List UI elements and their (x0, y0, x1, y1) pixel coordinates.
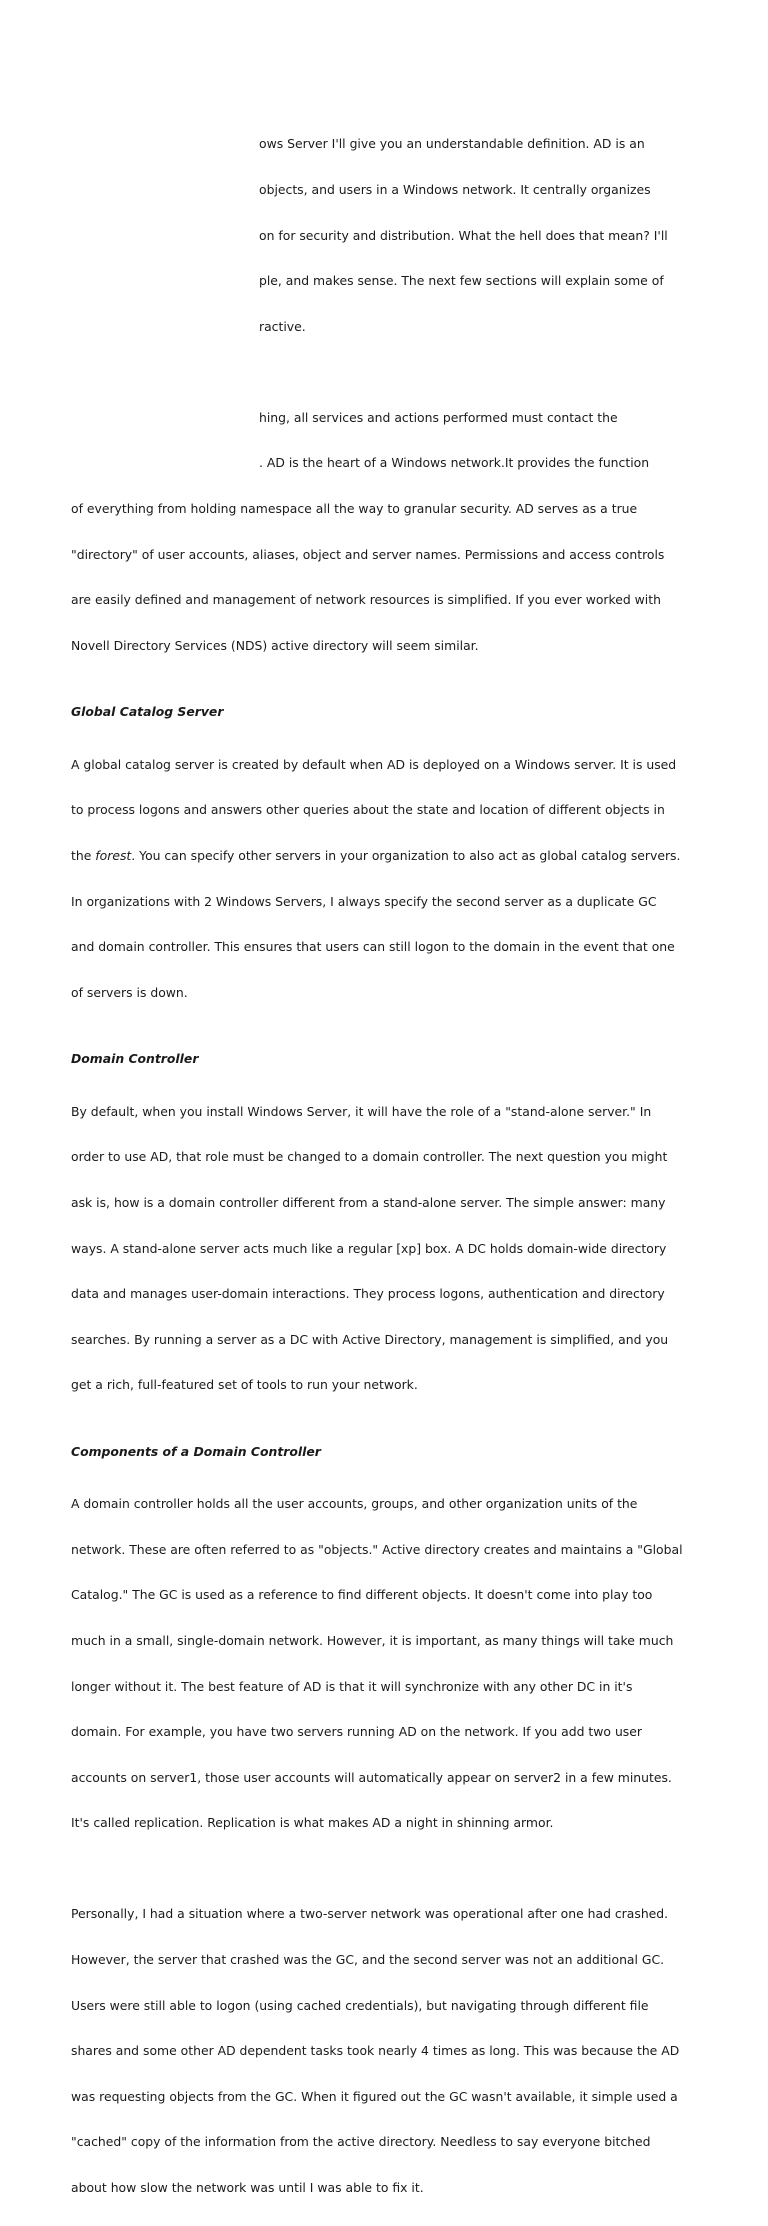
heading-domain-controller: Domain Controller (71, 1051, 199, 1067)
personally-line: about how slow the network was until I was able to fix it. (71, 2180, 424, 2195)
global-catalog-paragraph (71, 726, 703, 1030)
personally-line: "cached" copy of the information from the active directory. Needless to say everyone bitched (71, 2134, 651, 2150)
dc-line: searches. By running a server as a DC with Active Directory, management is simplified, and you (71, 1331, 669, 1347)
gc-line: and domain controller. This ensures that users can still logon to the domain in the event that one (71, 939, 675, 955)
gc-line-suffix: . You can specify other servers in your organization to also act as global catalog servers. (131, 847, 681, 863)
dc-line: get a rich, full-featured set of tools to run your network. (71, 1377, 418, 1393)
components-line: accounts on server1, those user accounts will automatically appear on server2 in a few minutes. (71, 1769, 672, 1785)
forest-term: forest (95, 847, 132, 863)
components-line: much in a small, single-domain network. However, it is important, as many things will take much (71, 1633, 674, 1649)
personally-line: However, the server that crashed was the GC, and the second server was not an additional GC. (71, 1952, 665, 1968)
personally-line: shares and some other AD dependent tasks took nearly 4 times as long. This was because the AD (71, 2043, 680, 2059)
overview-line: are easily defined and management of network resources is simplified. If you ever worked with (71, 592, 661, 608)
overview-line: hing, all services and actions performed must contact the (259, 409, 618, 425)
components-line: It's called replication. Replication is what makes AD a night in shinning armor. (71, 1815, 554, 1831)
dc-line: ways. A stand-alone server acts much like a regular [xp] box. A DC holds domain-wide directory (71, 1240, 667, 1256)
dc-line: By default, when you install Windows Server, it will have the role of a "stand-alone server." In (71, 1103, 652, 1119)
gc-line: In organizations with 2 Windows Servers, I always specify the second server as a duplicate GC (71, 893, 657, 909)
dc-line: data and manages user-domain interactions. They process logons, authentication and directory (71, 1286, 665, 1302)
gc-line: of servers is down. (71, 984, 188, 1000)
intro-line: objects, and users in a Windows network. It centrally organizes (259, 182, 651, 197)
heading-components-of-domain-controller: Components of a Domain Controller (71, 1443, 321, 1459)
overview-line: Novell Directory Services (NDS) active directory will seem similar. (71, 637, 479, 653)
components-line: network. These are often referred to as "objects." Active directory creates and maintains a "Global (71, 1541, 683, 1557)
intro-line: ractive. (259, 318, 306, 334)
dc-line: order to use AD, that role must be changed to a domain controller. The next question you might (71, 1149, 668, 1165)
overview-line: "directory" of user accounts, aliases, object and server names. Permissions and access controls (71, 546, 665, 562)
intro-line: on for security and distribution. What the hell does that mean? I'll (259, 227, 668, 243)
intro-paragraph (71, 106, 703, 364)
personally-paragraph (71, 1876, 703, 2226)
personally-line: Personally, I had a situation where a two-server network was operational after one had crashed. (71, 1906, 669, 1922)
document-body (71, 106, 703, 2226)
overview-line: of everything from holding namespace all the way to granular security. AD serves as a true (71, 500, 638, 516)
components-line: longer without it. The best feature of AD is that it will synchronize with any other DC in it's (71, 1678, 633, 1694)
intro-line: ows Server I'll give you an understandable definition. AD is an (259, 136, 645, 152)
components-paragraph (71, 1466, 703, 1861)
personally-line: was requesting objects from the GC. When it figured out the GC wasn't available, it simple used a (71, 2088, 678, 2104)
components-line: domain. For example, you have two servers running AD on the network. If you add two user (71, 1724, 642, 1740)
intro-line: ple, and makes sense. The next few sections will explain some of (259, 273, 664, 289)
gc-line: to process logons and answers other queries about the state and location of different objects in (71, 802, 665, 818)
overview-line: . AD is the heart of a Windows network.It provides the function (259, 455, 650, 471)
dc-line: ask is, how is a domain controller different from a stand-alone server. The simple answer: many (71, 1194, 666, 1210)
gc-line: A global catalog server is created by default when AD is deployed on a Windows server. It is used (71, 756, 677, 772)
gc-line-prefix: the (71, 847, 96, 863)
heading-global-catalog-server: Global Catalog Server (71, 704, 224, 720)
gc-line (71, 848, 703, 863)
personally-line: Users were still able to logon (using cached credentials), but navigating through different file (71, 1997, 649, 2013)
domain-controller-paragraph (71, 1073, 703, 1423)
components-line: A domain controller holds all the user accounts, groups, and other organization units of the (71, 1496, 638, 1512)
components-line: Catalog." The GC is used as a reference to find different objects. It doesn't come into play too (71, 1587, 653, 1603)
ad-overview-paragraph (71, 379, 703, 683)
